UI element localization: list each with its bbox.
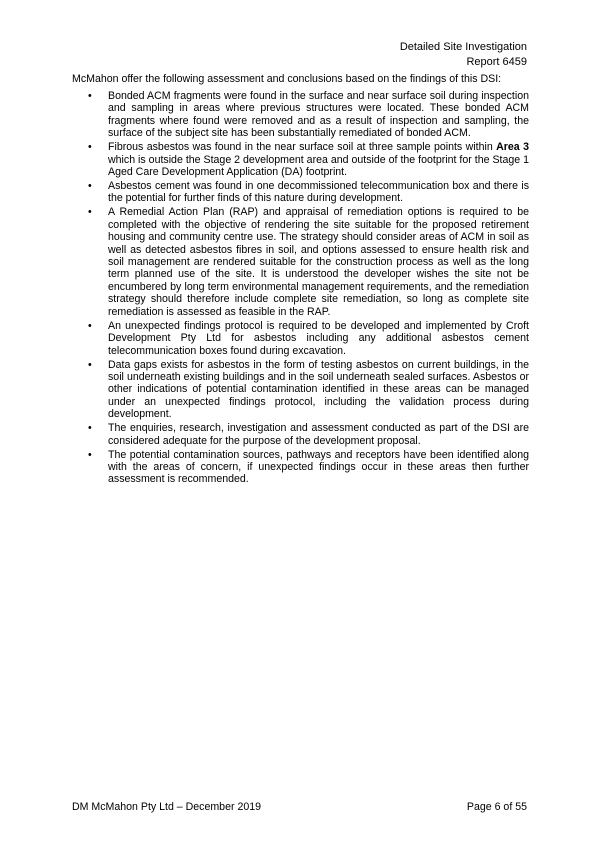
list-item: [72, 141, 529, 178]
list-item: [72, 422, 529, 447]
list-item: [72, 180, 529, 205]
list-item: [72, 206, 529, 318]
list-item-text-start: Fibrous asbestos was found in the near surface soil at three sample points within: [108, 141, 497, 154]
bullet-marker: •: [88, 90, 92, 102]
intro-paragraph: McMahon offer the following assessment and conclusions based on the findings of this DSI:: [72, 73, 502, 85]
list-item: [72, 90, 529, 140]
footer-page-number: Page 6 of 55: [466, 801, 527, 813]
list-item-text: Asbestos cement was found in one decommissioned telecommunication box and there is the potential for further finds of this nature during development.: [108, 180, 529, 205]
list-item: [72, 359, 529, 421]
list-item-bold-term: Area 3: [496, 141, 529, 154]
header-title: Detailed Site Investigation: [399, 41, 527, 53]
list-item-text: The potential contamination sources, pathways and receptors have been identified along with the areas of concern, if unexpected findings occur in these areas then further assessment is recommended.: [108, 448, 529, 486]
conclusions-list: [72, 90, 529, 487]
bullet-marker: •: [88, 206, 92, 219]
list-item-text: The enquiries, research, investigation and assessment conducted as part of the DSI are considered adequate for the purpose of the development proposal.: [108, 422, 529, 447]
bullet-marker: •: [88, 180, 92, 193]
list-item-text: Bonded ACM fragments were found in the surface and near surface soil during inspection and sampling in areas where previous structures were located. These bonded ACM fragments where found were removed and as a result of inspection and sampling, the surface of the subject site has been substantially remediated of bonded ACM.: [108, 90, 529, 140]
header-report-number: Report 6459: [466, 56, 527, 68]
list-item: [72, 449, 529, 486]
bullet-marker: •: [88, 448, 92, 461]
bullet-marker: •: [88, 358, 92, 371]
list-item-text: An unexpected findings protocol is required to be developed and implemented by Croft Development Pty Ltd for asbestos including any additional asbestos cement telecommunication boxes found during excavation.: [108, 319, 529, 357]
list-item-text: A Remedial Action Plan (RAP) and appraisal of remediation options is required to be completed with the objective of rendering the site suitable for the proposed retirement housing and community centre use. The strategy should consider areas of ACM in soil as well as detected asbestos fibres in soil, and options assessed to ensure health risk and soil management are rendered suitable for the construction process as well as the long term planned use of the site. It is understood the developer wishes the site not be encumbered by long term environmental management requirements, and the remediation strategy should therefore include complete site remediation, so long as complete site remediation is assessed as feasible in the RAP.: [108, 206, 529, 318]
footer-company-date: DM McMahon Pty Ltd – December 2019: [72, 801, 262, 813]
list-item: [72, 320, 529, 357]
bullet-marker: •: [88, 422, 92, 435]
page-header: [400, 40, 527, 70]
bullet-marker: •: [88, 319, 92, 332]
bullet-marker: •: [88, 141, 92, 154]
list-item-text-end: which is outside the Stage 2 development area and outside of the footprint for the Stage 1 Aged Care Development Application (DA) footprint.: [108, 153, 529, 179]
list-item-text: Data gaps exists for asbestos in the form of testing asbestos on current buildings, in the soil underneath existing buildings and in the soil underneath sealed surfaces. Asbestos or other indications of potential contamination identified in these areas can be managed under an unexpected findings protocol, including the validation process during development.: [108, 358, 529, 421]
